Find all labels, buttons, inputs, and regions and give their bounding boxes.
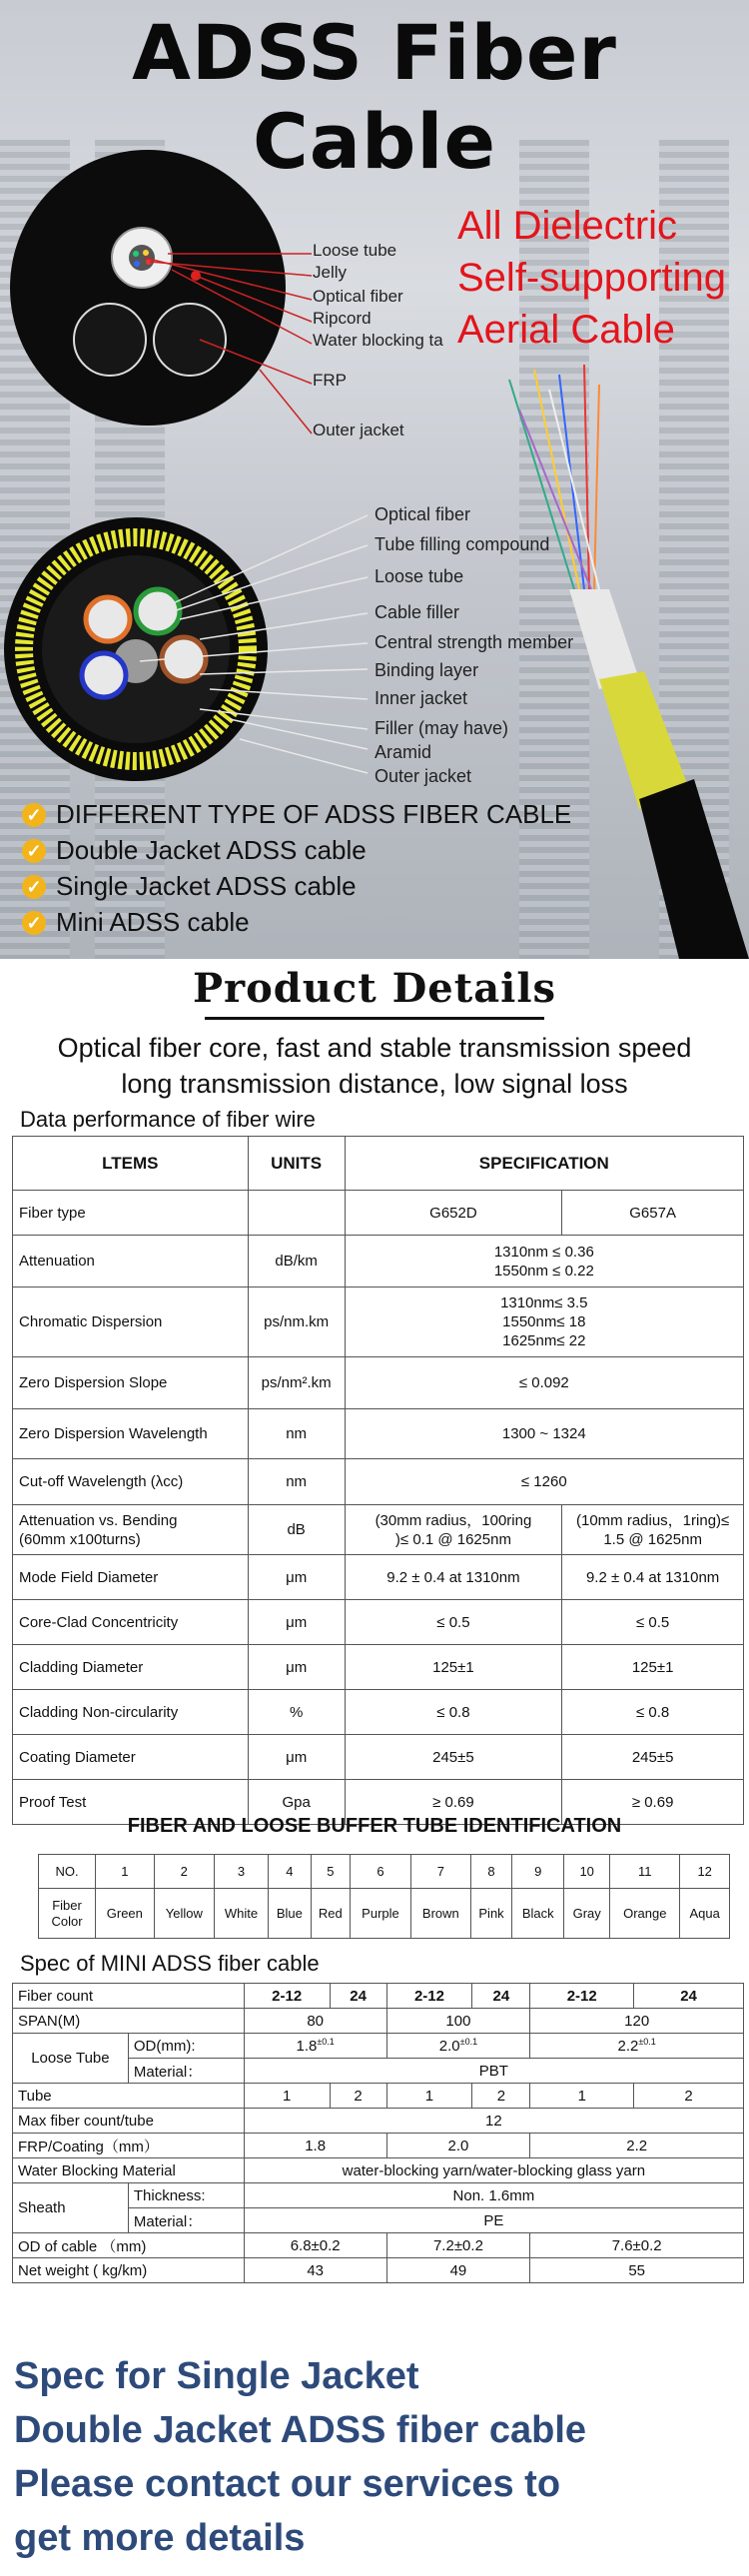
frp-shape bbox=[154, 304, 226, 376]
bullet-text: Mini ADSS cable bbox=[56, 907, 250, 937]
value-cell: (10mm radius，1ring)≤ 1.5 @ 1625nm bbox=[562, 1505, 744, 1555]
table-row bbox=[13, 1409, 744, 1459]
table-row bbox=[13, 2084, 744, 2109]
table-row bbox=[13, 2258, 744, 2283]
value-cell: ≤ 0.8 bbox=[562, 1690, 744, 1735]
count-cell: 2-12 bbox=[530, 1984, 634, 2009]
table-row bbox=[13, 1984, 744, 2009]
value-cell: ≥ 0.69 bbox=[345, 1780, 562, 1825]
table-row bbox=[13, 1459, 744, 1505]
item-cell: Chromatic Dispersion bbox=[13, 1288, 249, 1357]
bullet-text: Double Jacket ADSS cable bbox=[56, 835, 367, 865]
color-cell: Purple bbox=[350, 1889, 410, 1939]
table-row bbox=[13, 1645, 744, 1690]
item-cell: SPAN(M) bbox=[13, 2009, 245, 2034]
sub-item-cell: Material： bbox=[128, 2208, 244, 2233]
value-cell: 7.2±0.2 bbox=[386, 2233, 530, 2258]
label-outer-jacket: Outer jacket bbox=[313, 421, 404, 439]
color-cell: Pink bbox=[470, 1889, 512, 1939]
header-items: LTEMS bbox=[13, 1137, 249, 1191]
value-cell: PE bbox=[244, 2208, 743, 2233]
check-icon: ✓ bbox=[22, 803, 46, 827]
bullet-item bbox=[22, 799, 571, 830]
g652d-cell: G652D bbox=[345, 1191, 562, 1236]
count-cell: 24 bbox=[634, 1984, 744, 2009]
no-label: NO. bbox=[39, 1855, 96, 1889]
item-cell: Fiber type bbox=[13, 1191, 249, 1236]
unit-cell: ps/nm².km bbox=[248, 1357, 345, 1409]
check-icon: ✓ bbox=[22, 911, 46, 935]
value-cell: (30mm radius，100ring )≤ 0.1 @ 1625nm bbox=[345, 1505, 562, 1555]
unit-cell: nm bbox=[248, 1459, 345, 1505]
value-cell: ≤ 0.5 bbox=[345, 1600, 562, 1645]
unit-cell: μm bbox=[248, 1735, 345, 1780]
item-cell: Zero Dispersion Wavelength bbox=[13, 1409, 249, 1459]
check-icon: ✓ bbox=[22, 839, 46, 863]
value-cell: 49 bbox=[386, 2258, 530, 2283]
table-row bbox=[13, 2109, 744, 2134]
value-cell: 100 bbox=[386, 2009, 530, 2034]
cable-cross-section-bottom bbox=[0, 489, 379, 809]
number-cell: 6 bbox=[350, 1855, 410, 1889]
item-cell: Cladding Non-circularity bbox=[13, 1690, 249, 1735]
outer-jacket-segment bbox=[639, 779, 749, 959]
identification-heading: FIBER AND LOOSE BUFFER TUBE IDENTIFICATION bbox=[127, 1815, 622, 1837]
value-cell: ≤ 1260 bbox=[345, 1459, 743, 1505]
value-cell: 7.6±0.2 bbox=[530, 2233, 744, 2258]
label-optical-fiber-2: Optical fiber bbox=[374, 504, 471, 524]
color-cell: Green bbox=[96, 1889, 155, 1939]
value-cell: $2.0^{\pm 0.1}$ bbox=[386, 2034, 530, 2059]
table-row bbox=[13, 2009, 744, 2034]
value-cell: 2 bbox=[330, 2084, 386, 2109]
color-cell: White bbox=[214, 1889, 268, 1939]
item-cell: Cut-off Wavelength (λcc) bbox=[13, 1459, 249, 1505]
unit-cell: nm bbox=[248, 1409, 345, 1459]
item-cell: Attenuation bbox=[13, 1236, 249, 1288]
value-cell: 1 bbox=[386, 2084, 472, 2109]
sub-item-cell: Thickness: bbox=[128, 2183, 244, 2208]
value-cell: 245±5 bbox=[345, 1735, 562, 1780]
color-cell: Gray bbox=[564, 1889, 610, 1939]
value-cell: 1.8 bbox=[244, 2134, 386, 2158]
count-cell: 2-12 bbox=[244, 1984, 330, 2009]
item-cell: Tube bbox=[13, 2084, 245, 2109]
value-cell: 43 bbox=[244, 2258, 386, 2283]
details-line-2: long transmission distance, low signal loss bbox=[121, 1069, 628, 1099]
count-cell: 2-12 bbox=[386, 1984, 472, 2009]
item-cell: Fiber count bbox=[13, 1984, 245, 2009]
count-cell: 24 bbox=[330, 1984, 386, 2009]
label-loose-tube-2: Loose tube bbox=[374, 566, 464, 586]
item-cell: Coating Diameter bbox=[13, 1735, 249, 1780]
label-tube-filling: Tube filling compound bbox=[374, 534, 550, 554]
value-cell: ≥ 0.69 bbox=[562, 1780, 744, 1825]
table-row bbox=[13, 1505, 744, 1555]
table-row bbox=[13, 2134, 744, 2158]
item-cell: FRP/Coating（mm） bbox=[13, 2134, 245, 2158]
number-cell: 3 bbox=[214, 1855, 268, 1889]
value-cell: $1.8^{\pm 0.1}$ bbox=[244, 2034, 386, 2059]
number-cell: 9 bbox=[512, 1855, 564, 1889]
value-cell: PBT bbox=[244, 2059, 743, 2084]
unit-cell: dB/km bbox=[248, 1236, 345, 1288]
table-row bbox=[13, 1600, 744, 1645]
table-row bbox=[13, 1357, 744, 1409]
value-cell: 120 bbox=[530, 2009, 744, 2034]
bullet-text: DIFFERENT TYPE OF ADSS FIBER CABLE bbox=[56, 799, 572, 829]
value-cell: $2.2^{\pm 0.1}$ bbox=[530, 2034, 744, 2059]
number-cell: 5 bbox=[311, 1855, 350, 1889]
frp-shape bbox=[74, 304, 146, 376]
footer-line-1: Spec for Single Jacket bbox=[14, 2355, 419, 2397]
label-ripcord: Ripcord bbox=[313, 309, 372, 328]
number-cell: 7 bbox=[410, 1855, 470, 1889]
table-row bbox=[13, 2183, 744, 2208]
value-cell: water-blocking yarn/water-blocking glass yarn bbox=[244, 2158, 743, 2183]
value-cell: 6.8±0.2 bbox=[244, 2233, 386, 2258]
value-cell: 2.0 bbox=[386, 2134, 530, 2158]
table-row bbox=[13, 2233, 744, 2258]
label-central-strength: Central strength member bbox=[374, 632, 574, 652]
red-headline bbox=[457, 200, 726, 356]
label-inner-jacket: Inner jacket bbox=[374, 688, 468, 708]
label-cable-filler: Cable filler bbox=[374, 602, 460, 622]
item-cell: Mode Field Diameter bbox=[13, 1555, 249, 1600]
value-cell: 1300 ~ 1324 bbox=[345, 1409, 743, 1459]
number-cell: 4 bbox=[269, 1855, 312, 1889]
cable-photo-illustration bbox=[489, 360, 749, 959]
value-cell: 245±5 bbox=[562, 1735, 744, 1780]
number-cell: 12 bbox=[680, 1855, 730, 1889]
count-cell: 24 bbox=[472, 1984, 530, 2009]
value-cell: 125±1 bbox=[345, 1645, 562, 1690]
table-row bbox=[13, 2034, 744, 2059]
unit-cell: μm bbox=[248, 1600, 345, 1645]
label-loose-tube: Loose tube bbox=[313, 241, 397, 260]
mini-spec-heading: Spec of MINI ADSS fiber cable bbox=[20, 1951, 320, 1976]
value-cell: 1 bbox=[530, 2084, 634, 2109]
spec-table bbox=[12, 1136, 744, 1825]
color-cell: Red bbox=[311, 1889, 350, 1939]
value-cell: 12 bbox=[244, 2109, 743, 2134]
value-cell: 2 bbox=[472, 2084, 530, 2109]
loose-tube-blue bbox=[82, 653, 126, 697]
header-units: UNITS bbox=[248, 1137, 345, 1191]
color-cell: Black bbox=[512, 1889, 564, 1939]
item-cell: Proof Test bbox=[13, 1780, 249, 1825]
header-specification: SPECIFICATION bbox=[345, 1137, 743, 1191]
table-row bbox=[13, 1735, 744, 1780]
value-cell: 1310nm ≤ 0.36 1550nm ≤ 0.22 bbox=[345, 1236, 743, 1288]
title-underline bbox=[205, 1017, 544, 1020]
item-cell: Attenuation vs. Bending (60mm x100turns) bbox=[13, 1505, 249, 1555]
unit-cell: % bbox=[248, 1690, 345, 1735]
number-cell: 1 bbox=[96, 1855, 155, 1889]
item-cell: Zero Dispersion Slope bbox=[13, 1357, 249, 1409]
number-cell: 2 bbox=[154, 1855, 214, 1889]
data-performance-heading: Data performance of fiber wire bbox=[20, 1107, 316, 1132]
fiber-dot bbox=[134, 261, 140, 267]
value-cell: 125±1 bbox=[562, 1645, 744, 1690]
sub-item-cell: OD(mm): bbox=[128, 2034, 244, 2059]
item-cell: OD of cable （mm) bbox=[13, 2233, 245, 2258]
color-cell: Blue bbox=[269, 1889, 312, 1939]
mini-spec-table bbox=[12, 1983, 744, 2283]
fiber-color-label: Fiber Color bbox=[39, 1889, 96, 1939]
unit-cell: μm bbox=[248, 1555, 345, 1600]
table-row bbox=[13, 1288, 744, 1357]
unit-cell: Gpa bbox=[248, 1780, 345, 1825]
item-cell: Max fiber count/tube bbox=[13, 2109, 245, 2134]
label-outer-jacket-2: Outer jacket bbox=[374, 766, 472, 786]
value-cell: 55 bbox=[530, 2258, 744, 2283]
label-filler: Filler (may have) bbox=[374, 718, 509, 738]
label-water-blocking: Water blocking ta bbox=[313, 331, 443, 350]
unit-cell: ps/nm.km bbox=[248, 1288, 345, 1357]
item-cell: Water Blocking Material bbox=[13, 2158, 245, 2183]
item-cell: Sheath bbox=[13, 2183, 129, 2233]
item-cell: Core-Clad Concentricity bbox=[13, 1600, 249, 1645]
label-jelly: Jelly bbox=[313, 263, 348, 282]
unit-cell: μm bbox=[248, 1645, 345, 1690]
table-row bbox=[13, 1690, 744, 1735]
details-line-1: Optical fiber core, fast and stable transmission speed bbox=[57, 1033, 692, 1063]
value-cell: 1 bbox=[244, 2084, 330, 2109]
table-row bbox=[13, 1191, 744, 1236]
fiber-dot bbox=[133, 251, 139, 257]
value-cell: 1310nm≤ 3.5 1550nm≤ 18 1625nm≤ 22 bbox=[345, 1288, 743, 1357]
red-line-2: Self-supporting bbox=[457, 256, 727, 300]
hero-banner bbox=[0, 0, 749, 959]
label-aramid: Aramid bbox=[374, 742, 432, 762]
unit-cell: dB bbox=[248, 1505, 345, 1555]
item-cell: Loose Tube bbox=[13, 2034, 129, 2084]
number-cell: 8 bbox=[470, 1855, 512, 1889]
red-line-1: All Dielectric bbox=[457, 204, 678, 248]
item-cell: Net weight ( kg/km) bbox=[13, 2258, 245, 2283]
bullet-item bbox=[22, 835, 367, 866]
table-row bbox=[13, 1236, 744, 1288]
color-cell: Orange bbox=[610, 1889, 680, 1939]
table-row bbox=[39, 1889, 730, 1939]
color-cell: Yellow bbox=[154, 1889, 214, 1939]
hero-title: ADSS Fiber Cable bbox=[132, 8, 617, 186]
value-cell: 2.2 bbox=[530, 2134, 744, 2158]
label-binding-layer: Binding layer bbox=[374, 660, 479, 680]
value-cell: 9.2 ± 0.4 at 1310nm bbox=[345, 1555, 562, 1600]
g657a-cell: G657A bbox=[562, 1191, 744, 1236]
check-icon: ✓ bbox=[22, 875, 46, 899]
footer-line-2: Double Jacket ADSS fiber cable bbox=[14, 2409, 587, 2451]
bullet-item bbox=[22, 871, 357, 902]
number-cell: 11 bbox=[610, 1855, 680, 1889]
bullet-text: Single Jacket ADSS cable bbox=[56, 871, 357, 901]
value-cell: Non. 1.6mm bbox=[244, 2183, 743, 2208]
label-frp: FRP bbox=[313, 371, 347, 390]
bullet-item bbox=[22, 907, 250, 938]
item-cell: Cladding Diameter bbox=[13, 1645, 249, 1690]
red-line-3: Aerial Cable bbox=[457, 308, 675, 352]
value-cell: 9.2 ± 0.4 at 1310nm bbox=[562, 1555, 744, 1600]
value-cell: ≤ 0.5 bbox=[562, 1600, 744, 1645]
color-cell: Brown bbox=[410, 1889, 470, 1939]
table-row bbox=[13, 2158, 744, 2183]
table-row bbox=[13, 1555, 744, 1600]
sub-item-cell: Material： bbox=[128, 2059, 244, 2084]
footer-line-3: Please contact our services to bbox=[14, 2463, 561, 2505]
value-cell: ≤ 0.8 bbox=[345, 1690, 562, 1735]
value-cell: 2 bbox=[634, 2084, 744, 2109]
footer-line-4: get more details bbox=[14, 2517, 306, 2559]
optical-fiber-bundle bbox=[129, 245, 155, 271]
table-row bbox=[39, 1855, 730, 1889]
identification-table bbox=[38, 1854, 730, 1939]
number-cell: 10 bbox=[564, 1855, 610, 1889]
loose-tube-orange bbox=[86, 597, 130, 641]
product-details-title: Product Details bbox=[192, 965, 557, 1012]
fiber-dot bbox=[143, 250, 149, 256]
value-cell: ≤ 0.092 bbox=[345, 1357, 743, 1409]
value-cell: 80 bbox=[244, 2009, 386, 2034]
color-cell: Aqua bbox=[680, 1889, 730, 1939]
label-optical-fiber: Optical fiber bbox=[313, 287, 403, 306]
